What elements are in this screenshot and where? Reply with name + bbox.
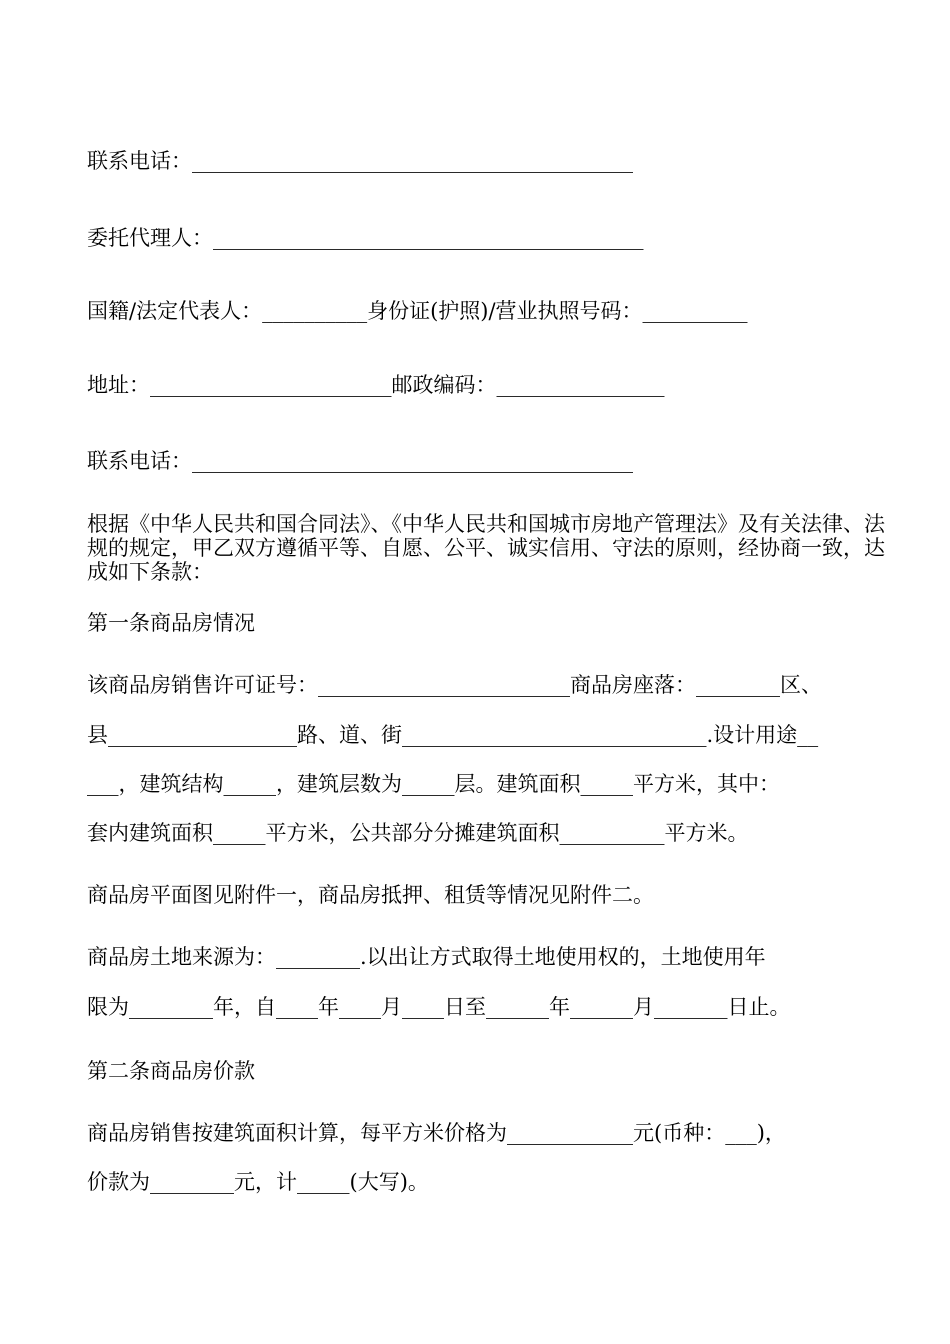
article-1-line-4: 套内建筑面积_____平方米，公共部分分摊建筑面积__________平方米。	[87, 821, 749, 845]
article-1-heading: 第一条商品房情况	[87, 611, 255, 635]
article-2-line-2: 价款为________元，计_____(大写)。	[87, 1170, 429, 1194]
contact-phone-line-2: 联系电话：__________________________________________	[87, 449, 633, 473]
article-2-line-1: 商品房销售按建筑面积计算，每平方米价格为____________元(币种：___)，	[87, 1121, 786, 1145]
article-1-line-6: 商品房土地来源为：________.以出让方式取得土地使用权的，土地使用年	[87, 945, 766, 969]
article-1-line-7: 限为________年，自____年____月____日至______年______月_______日止。	[87, 995, 791, 1019]
address-postcode-line: 地址：_______________________邮政编码：________________	[87, 373, 665, 397]
article-2-heading: 第二条商品房价款	[87, 1059, 255, 1083]
agent-line: 委托代理人：_________________________________________	[87, 226, 644, 250]
article-1-line-1: 该商品房销售许可证号：________________________商品房座落：________区、	[87, 673, 822, 697]
article-1-line-3: ___，建筑结构_____，建筑层数为_____层。建筑面积_____平方米，其中：	[87, 772, 780, 796]
article-1-line-5: 商品房平面图见附件一，商品房抵押、租赁等情况见附件二。	[87, 883, 654, 907]
contact-phone-line-1: 联系电话：__________________________________________	[87, 149, 633, 173]
preamble-paragraph: 根据《中华人民共和国合同法》、《中华人民共和国城市房地产管理法》及有关法律、法规的规定，甲乙双方遵循平等、自愿、公平、诚实信用、守法的原则，经协商一致，达成如下条款：	[87, 512, 885, 584]
article-1-line-2: 县__________________路、道、街_____________________________.设计用途__	[87, 723, 819, 747]
nationality-representative-id-line: 国籍/法定代表人：__________身份证(护照)/营业执照号码：__________	[87, 299, 748, 323]
